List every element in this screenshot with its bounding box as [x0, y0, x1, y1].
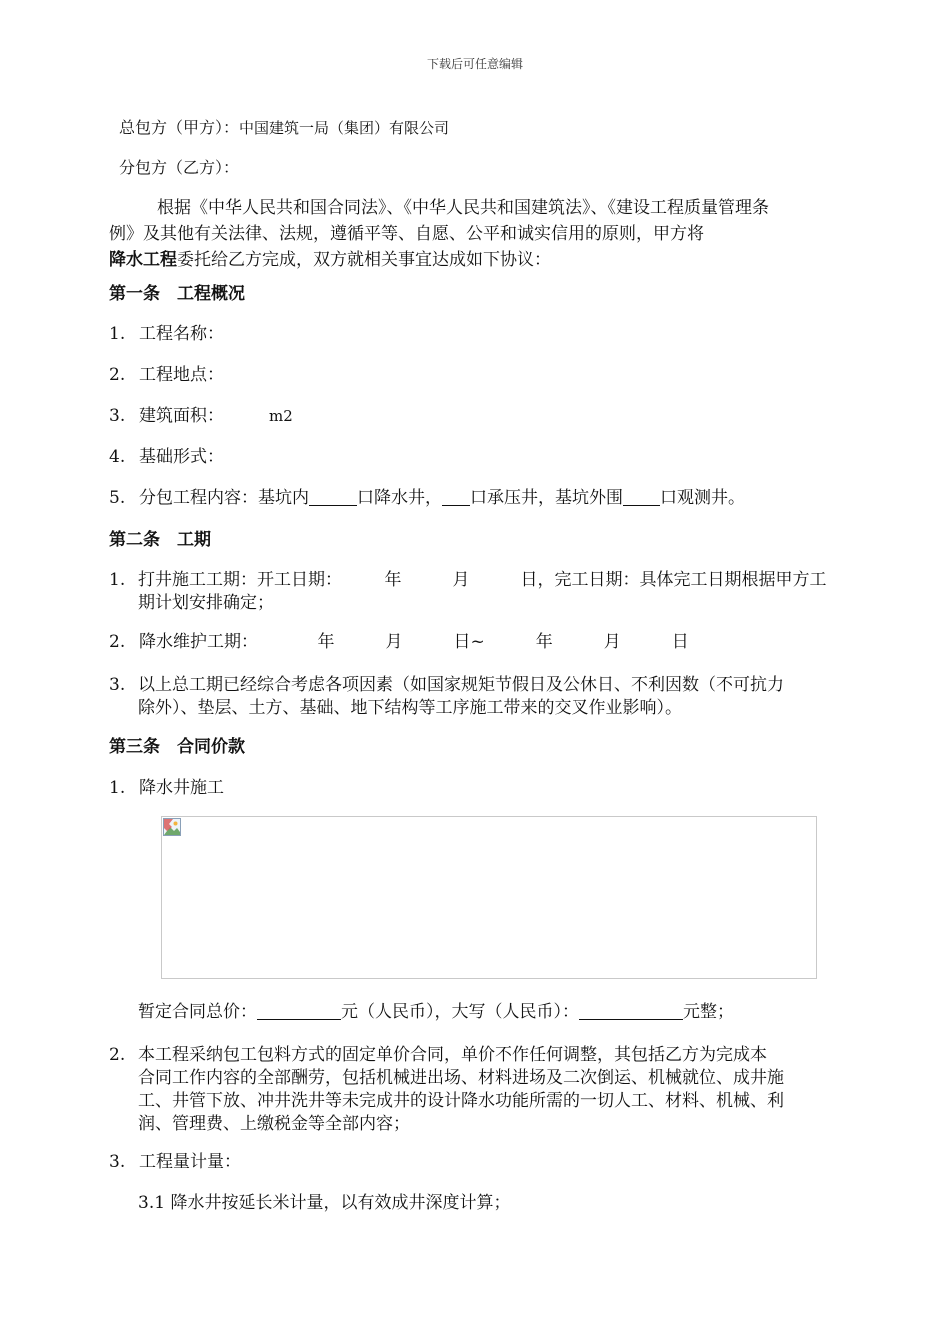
- duration-line-1: 以上总工期已经综合考虑各项因素（如国家规矩节假日及公休日、不利因数（不可抗力: [138, 675, 784, 695]
- item-text: 工程名称：: [139, 324, 224, 344]
- article-3-item-3: [109, 1149, 241, 1175]
- item-text: 工程地点：: [139, 365, 224, 385]
- item-text: 建筑面积：: [139, 406, 224, 426]
- item-number: 3.: [109, 1152, 126, 1172]
- total-part-2: 元（人民币），大写（人民币）：: [341, 1002, 579, 1022]
- total-part-1: 暂定合同总价：: [138, 1002, 257, 1022]
- pricing-line-4: 润、管理费、上缴税金等全部内容；: [138, 1114, 410, 1134]
- item-text: 降水井施工: [139, 778, 224, 798]
- item-text: 基础形式：: [139, 447, 224, 467]
- scope-part-1: 分包工程内容：基坑内: [139, 488, 309, 508]
- maintenance-period: 降水维护工期： 年 月 日~ 年 月 日: [139, 632, 689, 652]
- scope-part-4: 口观测井。: [660, 488, 745, 508]
- page-header-note: 下载后可任意编辑: [426, 57, 523, 71]
- item-number: 2.: [109, 365, 126, 385]
- article-2-item-2: [109, 629, 689, 655]
- area-unit: m2: [269, 407, 293, 425]
- intro-line-1: 根据《中华人民共和国合同法》、《中华人民共和国建筑法》、《建设工程质量管理条: [157, 198, 769, 218]
- duration-line-2: 除外）、垫层、土方、基础、地下结构等工序施工带来的交叉作业影响）。: [138, 698, 682, 718]
- item-number: 2.: [109, 1045, 126, 1065]
- item-number: 1.: [109, 570, 126, 590]
- article-3-item-1: [109, 775, 224, 801]
- blank-line: [623, 487, 660, 506]
- item-number: 3.: [109, 675, 126, 695]
- party-b-label: 分包方（乙方）：: [119, 158, 240, 177]
- item-number: 4.: [109, 447, 126, 467]
- intro-paragraph: [109, 195, 841, 273]
- article-2-title: 第二条 工期: [109, 530, 211, 550]
- intro-line-3: [109, 247, 841, 273]
- article-1-item-1: [109, 321, 224, 347]
- pricing-line-1: 本工程采纳包工包料方式的固定单价合同，单价不作任何调整，其包括乙方为完成本: [138, 1045, 767, 1065]
- broken-image-icon: [163, 818, 181, 836]
- blank-line: [579, 1001, 683, 1020]
- contract-total-line: [138, 999, 734, 1025]
- article-3-item-3-1: 3.1 降水井按延长米计量，以有效成井深度计算；: [138, 1193, 511, 1213]
- party-a-label: 总包方（甲方）：: [119, 118, 240, 137]
- item-number: 3.: [109, 406, 126, 426]
- price-table-image-placeholder: [161, 816, 817, 979]
- item-number: 5.: [109, 488, 126, 508]
- total-part-3: 元整；: [683, 1002, 734, 1022]
- article-1-item-5: [109, 485, 745, 511]
- blank-line: [309, 487, 357, 506]
- item-number: 1.: [109, 778, 126, 798]
- item-text: 工程量计量：: [139, 1152, 241, 1172]
- party-a-name: 中国建筑一局（集团）有限公司: [239, 119, 450, 137]
- schedule-line-1: 打井施工工期：开工日期： 年 月 日，完工日期：具体完工日期根据甲方工: [138, 570, 827, 590]
- article-1-item-3: [109, 403, 293, 429]
- article-1-item-4: [109, 444, 224, 470]
- scope-part-2: 口降水井，: [357, 488, 442, 508]
- blank-line: [257, 1001, 341, 1020]
- article-3-title: 第三条 合同价款: [109, 737, 245, 757]
- intro-line-3-rest: 委托给乙方完成，双方就相关事宜达成如下协议：: [177, 250, 551, 270]
- item-number: 2.: [109, 632, 126, 652]
- item-number: 1.: [109, 324, 126, 344]
- schedule-line-2: 期计划安排确定；: [138, 593, 274, 613]
- intro-line-2: 例》及其他有关法律、法规，遵循平等、自愿、公平和诚实信用的原则，甲方将: [109, 224, 704, 244]
- pricing-line-3: 工、井管下放、冲井洗井等未完成井的设计降水功能所需的一切人工、材料、机械、利: [138, 1091, 784, 1111]
- intro-bold-project: 降水工程: [109, 250, 177, 270]
- pricing-line-2: 合同工作内容的全部酬劳，包括机械进出场、材料进场及二次倒运、机械就位、成井施: [138, 1068, 784, 1088]
- article-1-title: 第一条 工程概况: [109, 284, 245, 304]
- article-1-item-2: [109, 362, 224, 388]
- party-a-line: [119, 115, 449, 141]
- scope-part-3: 口承压井，基坑外围: [470, 488, 623, 508]
- blank-line: [442, 487, 470, 506]
